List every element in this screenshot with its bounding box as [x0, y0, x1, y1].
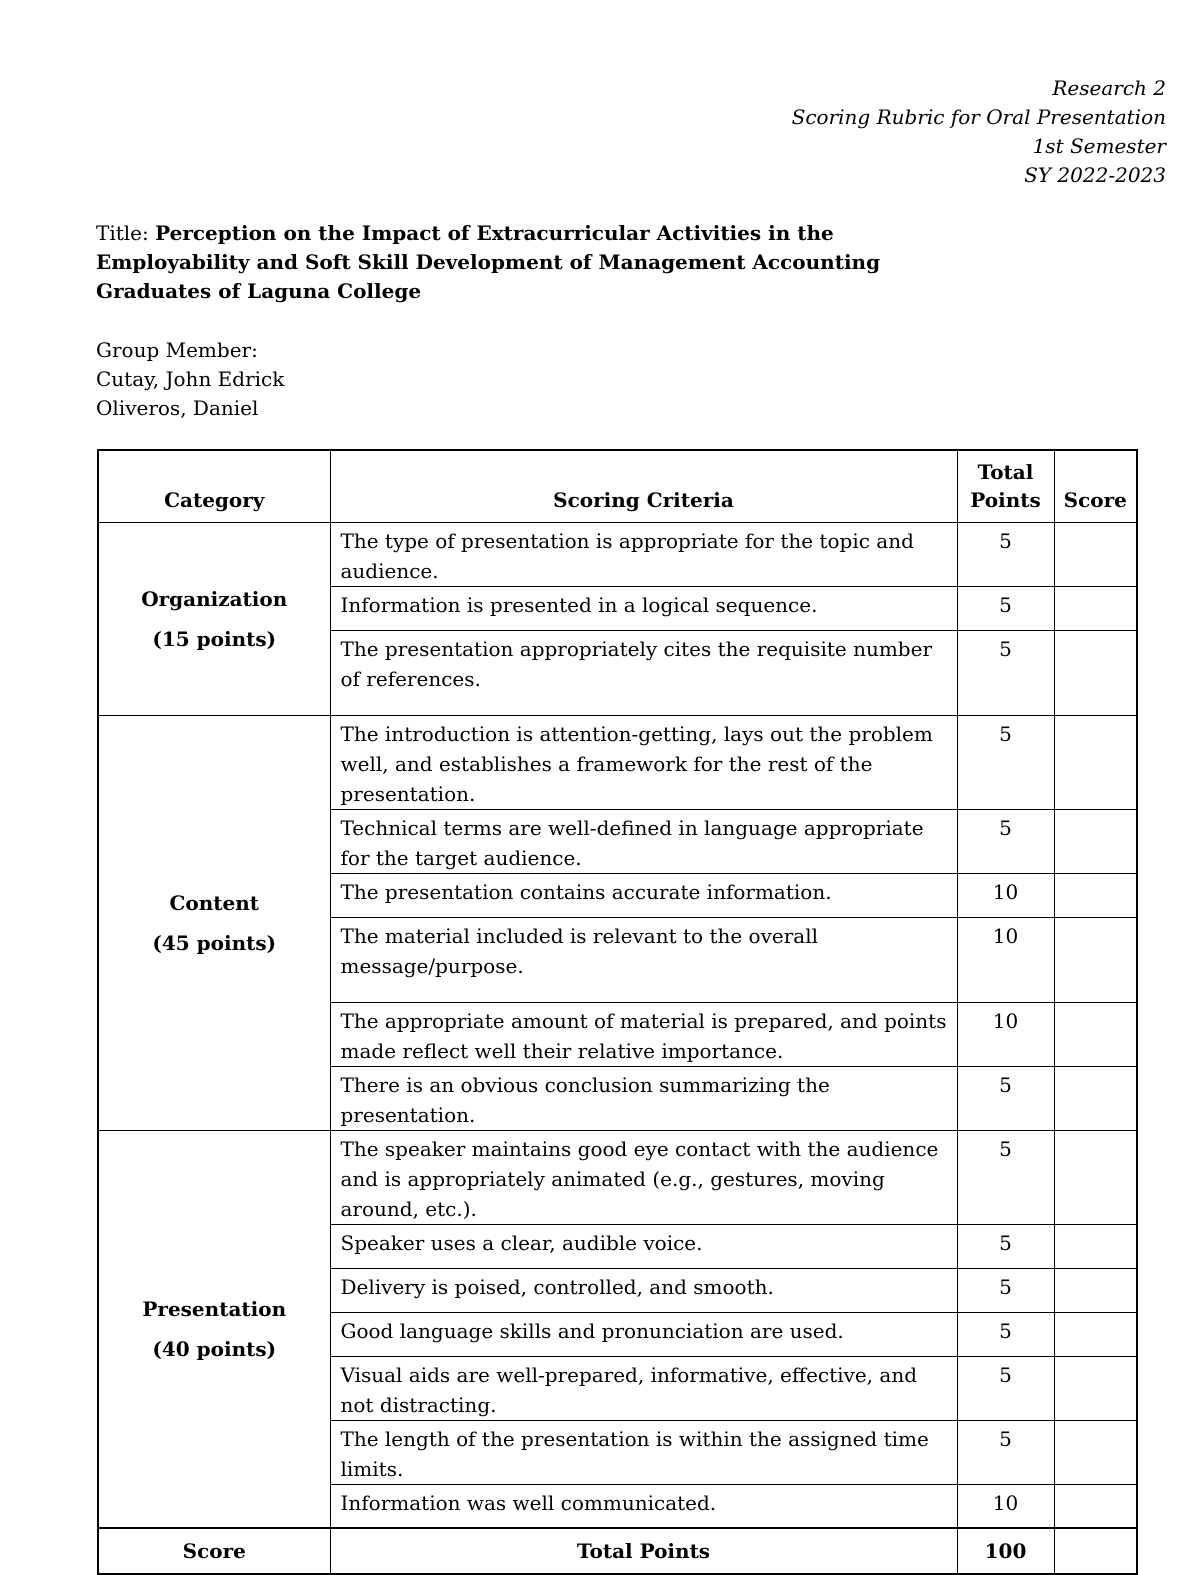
table-header-row — [98, 450, 1137, 522]
points-cell: 10 — [957, 1002, 1054, 1066]
semester: 1st Semester — [1032, 134, 1166, 158]
table-row — [98, 715, 1137, 809]
score-cell[interactable] — [1054, 586, 1137, 630]
category-presentation: Presentation (40 points) — [98, 1130, 330, 1528]
member-name: Oliveros, Daniel — [96, 396, 259, 420]
points-cell: 5 — [957, 586, 1054, 630]
rubric-table — [97, 449, 1138, 1575]
header-category: Category — [98, 450, 330, 522]
school-year: SY 2022-2023 — [1024, 163, 1166, 187]
criteria-cell: The type of presentation is appropriate for the topic and audience. — [330, 522, 957, 586]
criteria-cell: Delivery is poised, controlled, and smooth. — [330, 1268, 957, 1312]
score-cell[interactable] — [1054, 630, 1137, 715]
score-cell[interactable] — [1054, 715, 1137, 809]
criteria-cell: Information is presented in a logical sequence. — [330, 586, 957, 630]
header-score: Score — [1054, 450, 1137, 522]
header-total-points: Total Points — [957, 450, 1054, 522]
category-content: Content (45 points) — [98, 715, 330, 1130]
criteria-cell: The presentation appropriately cites the requisite number of references. — [330, 630, 957, 715]
points-cell: 5 — [957, 809, 1054, 873]
points-cell: 5 — [957, 715, 1054, 809]
group-members — [96, 336, 284, 423]
points-cell: 5 — [957, 1066, 1054, 1130]
criteria-cell: The appropriate amount of material is prepared, and points made reflect well their relative importance. — [330, 1002, 957, 1066]
points-cell: 5 — [957, 522, 1054, 586]
research-title — [96, 219, 926, 306]
score-cell[interactable] — [1054, 1066, 1137, 1130]
score-cell[interactable] — [1054, 1002, 1137, 1066]
points-cell: 5 — [957, 1268, 1054, 1312]
footer-score-label: Score — [98, 1528, 330, 1574]
criteria-cell: The presentation contains accurate information. — [330, 873, 957, 917]
score-cell[interactable] — [1054, 1224, 1137, 1268]
score-cell[interactable] — [1054, 522, 1137, 586]
score-cell[interactable] — [1054, 873, 1137, 917]
document-header — [792, 74, 1166, 190]
points-cell: 10 — [957, 873, 1054, 917]
final-score-cell[interactable] — [1054, 1528, 1137, 1574]
table-row — [98, 522, 1137, 586]
score-cell[interactable] — [1054, 1484, 1137, 1528]
score-cell[interactable] — [1054, 1356, 1137, 1420]
points-cell: 5 — [957, 1224, 1054, 1268]
score-cell[interactable] — [1054, 1130, 1137, 1224]
score-cell[interactable] — [1054, 809, 1137, 873]
criteria-cell: Technical terms are well-defined in language appropriate for the target audience. — [330, 809, 957, 873]
title-label: Title: — [96, 221, 156, 245]
criteria-cell: There is an obvious conclusion summarizing the presentation. — [330, 1066, 957, 1130]
criteria-cell: Speaker uses a clear, audible voice. — [330, 1224, 957, 1268]
criteria-cell: The material included is relevant to the overall message/purpose. — [330, 917, 957, 1002]
course-name: Research 2 — [1052, 76, 1166, 100]
criteria-cell: The speaker maintains good eye contact with the audience and is appropriately animated (e.g., gestures, moving around, etc.). — [330, 1130, 957, 1224]
points-cell: 5 — [957, 1356, 1054, 1420]
criteria-cell: The length of the presentation is within the assigned time limits. — [330, 1420, 957, 1484]
table-row — [98, 1130, 1137, 1224]
footer-total-value: 100 — [957, 1528, 1054, 1574]
score-cell[interactable] — [1054, 917, 1137, 1002]
criteria-cell: Good language skills and pronunciation are used. — [330, 1312, 957, 1356]
member-name: Cutay, John Edrick — [96, 367, 285, 391]
criteria-cell: Visual aids are well-prepared, informative, effective, and not distracting. — [330, 1356, 957, 1420]
members-label: Group Member: — [96, 338, 258, 362]
points-cell: 5 — [957, 1130, 1054, 1224]
points-cell: 5 — [957, 630, 1054, 715]
score-cell[interactable] — [1054, 1312, 1137, 1356]
total-row — [98, 1528, 1137, 1574]
category-organization: Organization (15 points) — [98, 522, 330, 715]
rubric-name: Scoring Rubric for Oral Presentation — [791, 105, 1166, 129]
points-cell: 5 — [957, 1312, 1054, 1356]
points-cell: 10 — [957, 1484, 1054, 1528]
header-criteria: Scoring Criteria — [330, 450, 957, 522]
score-cell[interactable] — [1054, 1268, 1137, 1312]
points-cell: 5 — [957, 1420, 1054, 1484]
footer-total-label: Total Points — [330, 1528, 957, 1574]
criteria-cell: The introduction is attention-getting, lays out the problem well, and establishes a framework for the rest of the presentation. — [330, 715, 957, 809]
points-cell: 10 — [957, 917, 1054, 1002]
title-text: Perception on the Impact of Extracurricular Activities in the Employability and Soft Skill Development of Management Accounting Graduates of Laguna College — [96, 221, 881, 303]
criteria-cell: Information was well communicated. — [330, 1484, 957, 1528]
score-cell[interactable] — [1054, 1420, 1137, 1484]
